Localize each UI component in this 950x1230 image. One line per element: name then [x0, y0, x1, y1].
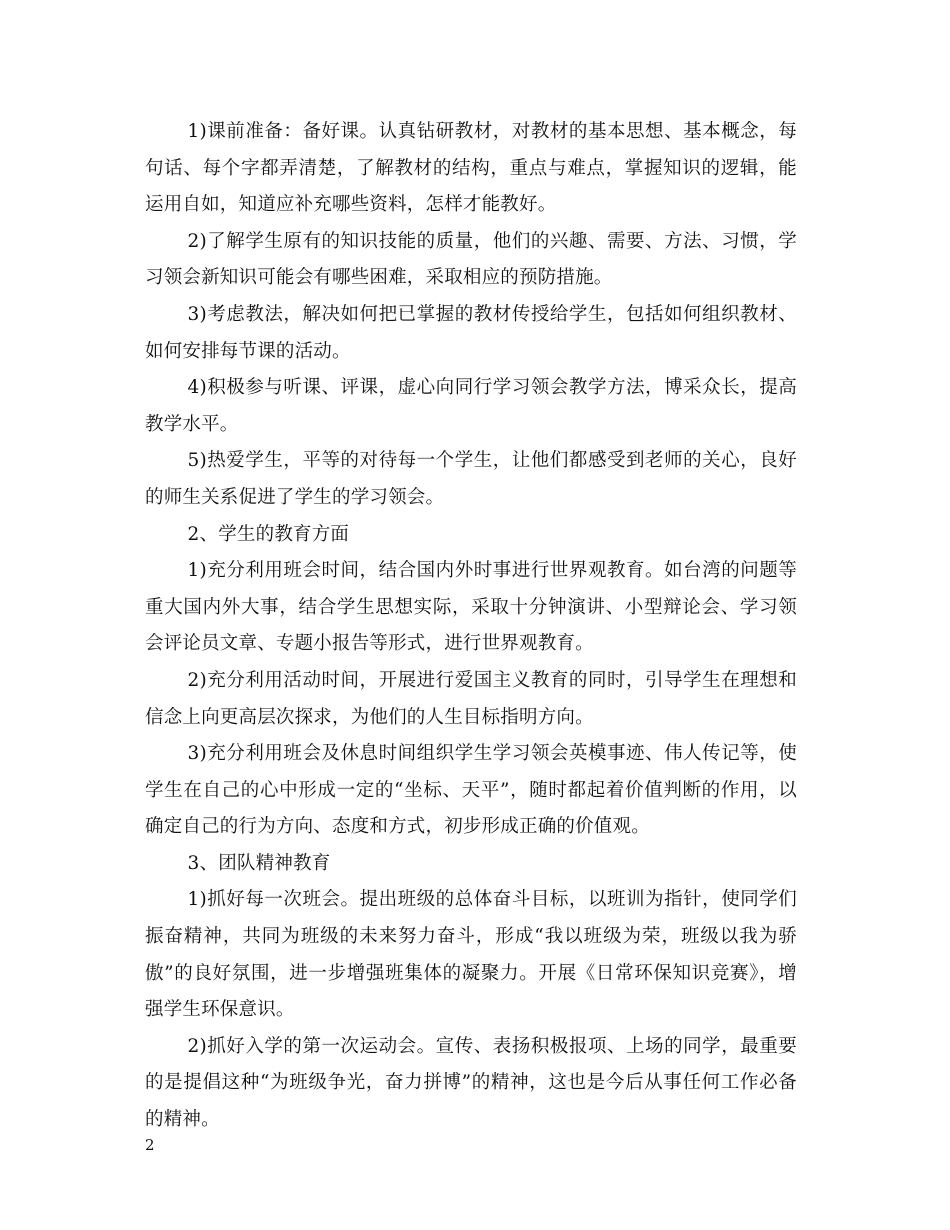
paragraph-class-meeting-worldview: 1)充分利用班会时间，结合国内外时事进行世界观教育。如台湾的问题等重大国内外大事，结合学生思想实际，采取十分钟演讲、小型辩论会、学习领会评论员文章、专题小报告等形式，进行世界观教育。	[145, 560, 797, 655]
paragraph-understand-students: 2)了解学生原有的知识技能的质量，他们的兴趣、需要、方法、习惯，学习领会新知识可能会有哪些困难，采取相应的预防措施。	[145, 230, 797, 289]
paragraph-teaching-method: 3)考虑教法，解决如何把已掌握的教材传授给学生，包括如何组织教材、如何安排每节课的活动。	[145, 303, 797, 362]
paragraph-sports-meet: 2)抓好入学的第一次运动会。宣传、表扬积极报项、上场的同学，最重要的是提倡这种“为班级争光，奋力拼博”的精神，这也是今后从事任何工作必备的精神。	[145, 1035, 797, 1131]
document-body	[145, 114, 797, 1139]
paragraph-observe-lessons: 4)积极参与听课、评课，虚心向同行学习领会教学方法，博采众长，提高教学水平。	[145, 377, 797, 435]
paragraph-patriotism: 2)充分利用活动时间，开展进行爱国主义教育的同时，引导学生在理想和信念上向更高层次探求，为他们的人生目标指明方向。	[145, 669, 797, 728]
section-heading-student-education: 2、学生的教育方面	[187, 523, 350, 545]
paragraph-values: 3)充分利用班会及休息时间组织学生学习领会英模事迹、伟人传记等，使学生在自己的心中形成一定的“坐标、天平”，随时都起着价值判断的作用，以确定自己的行为方向、态度和方式，初步形成正确的价值观。	[145, 743, 797, 838]
paragraph-each-class-meeting: 1)抓好每一次班会。提出班级的总体奋斗目标，以班训为指针，使同学们振奋精神，共同为班级的未来努力奋斗，形成“我以班级为荣，班级以我为骄傲”的良好氛围，进一步增强班集体的凝聚力。开展《日常环保知识竞赛》，增强学生环保意识。	[145, 889, 797, 1021]
paragraph-love-students: 5)热爱学生，平等的对待每一个学生，让他们都感受到老师的关心，良好的师生关系促进了学生的学习领会。	[145, 450, 797, 508]
paragraph-prep-lesson: 1)课前准备：备好课。认真钻研教材，对教材的基本思想、基本概念，每句话、每个字都弄清楚，了解教材的结构，重点与难点，掌握知识的逻辑，能运用自如，知道应补充哪些资料，怎样才能教好。	[145, 121, 797, 216]
page-number: 2	[145, 1136, 155, 1154]
section-heading-team-spirit: 3、团队精神教育	[187, 852, 331, 874]
